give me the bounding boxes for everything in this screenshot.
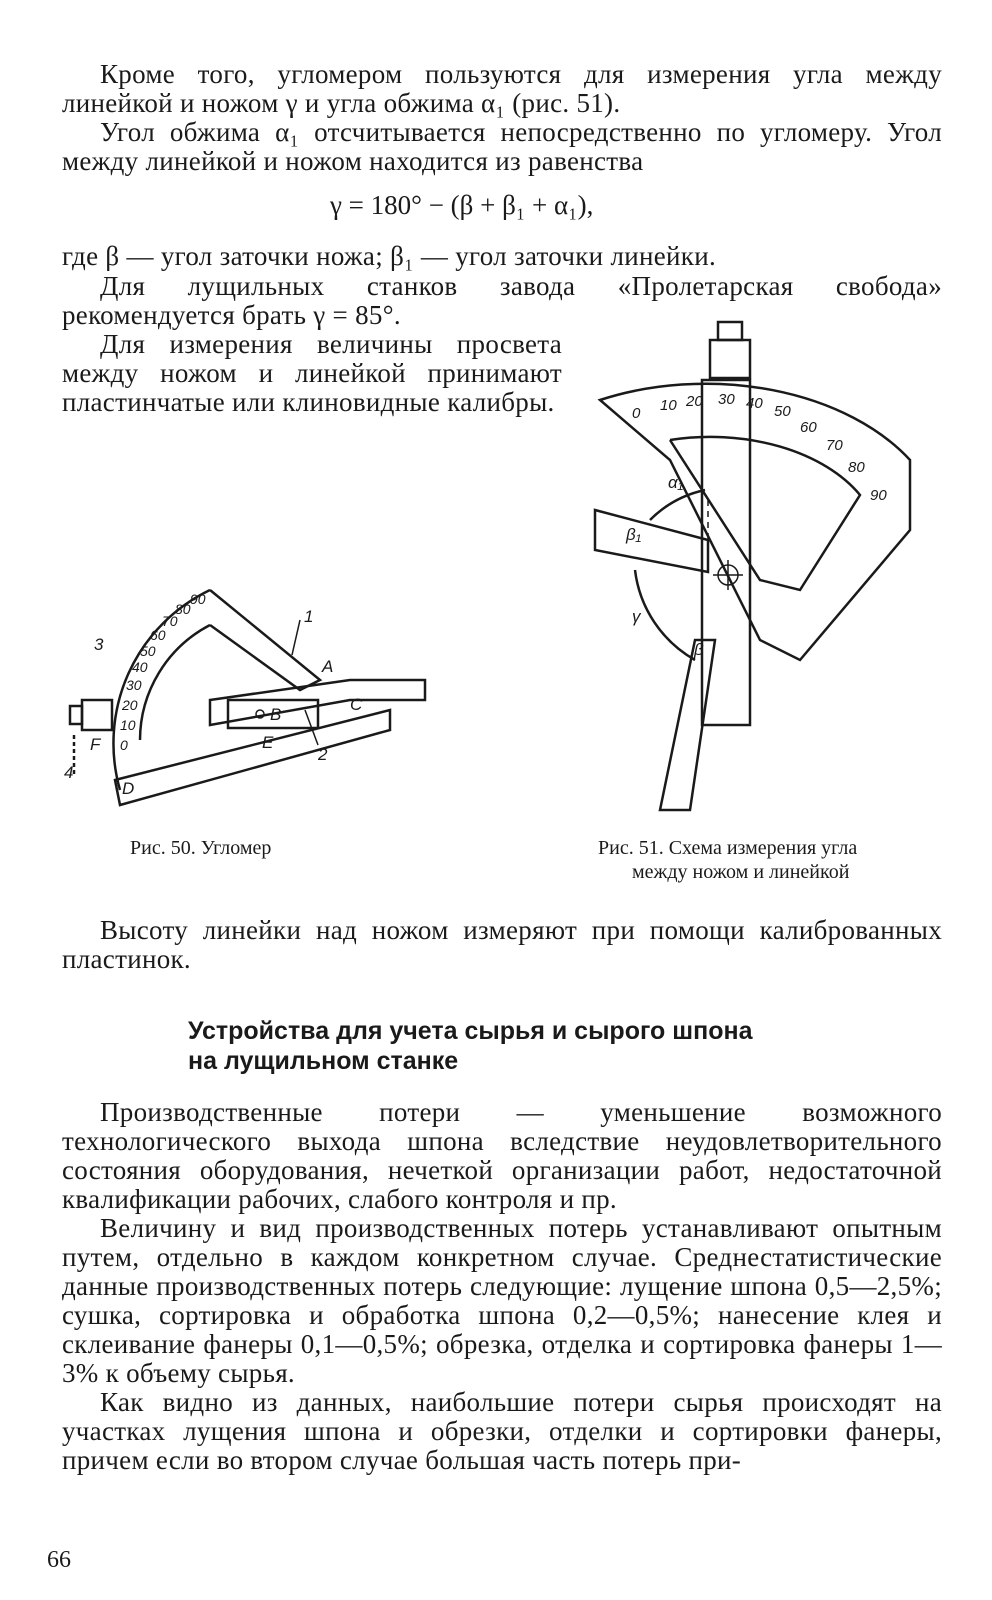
fig50-label-2: 2: [318, 745, 328, 764]
fig51-scale-10: 10: [660, 397, 677, 414]
fig50-scale-60: 60: [150, 627, 166, 643]
paragraph-1: Кроме того, угломером пользуются для измерения угла между линейкой и ножом γ и угла обжима α₁ (рис. 51).: [62, 59, 942, 118]
figure-51-caption-line2: между ножом и линейкой: [632, 861, 850, 883]
figure-50-caption: Рис. 50. Угломер: [130, 837, 272, 859]
section-heading-line-1: Устройства для учета сырья и сырого шпона: [188, 1017, 753, 1045]
fig51-scale-0: 0: [632, 405, 641, 422]
fig50-label-C: C: [350, 695, 363, 714]
fig51-scale-90: 90: [870, 487, 887, 504]
paragraph-2: Угол обжима α₁ отсчитывается непосредственно по угломеру. Угол между линейкой и ножом находится из равенства: [62, 117, 942, 176]
fig50-label-4: 4: [64, 763, 74, 782]
paragraph-7: Производственные потери — уменьшение возможного технологического выхода шпона вследствие неудовлетворительного состояния оборудования, нечеткой организации работ, недостаточной квалификации рабочих, слабого контроля и пр.: [62, 1097, 942, 1214]
fig50-scale-90: 90: [190, 591, 206, 607]
fig51-scale-50: 50: [774, 403, 791, 420]
fig50-scale-20: 20: [122, 697, 138, 713]
fig50-label-B: B: [270, 705, 282, 724]
fig51-scale-60: 60: [800, 419, 817, 436]
paragraph-8: Величину и вид производственных потерь устанавливают опытным путем, отдельно в каждом конкретном случае. Среднестатистические данные производственных потерь следующие: лущение шпона 0,5—2,5%; сушка, сортировка и обработка шпона 0,2—0,5%; нанесение клея и склеивание фанеры 0,1—0,5%; обрезка, отделка и сортировка фанеры 1—3% к объему сырья.: [62, 1213, 942, 1388]
fig51-scale-30: 30: [718, 391, 735, 408]
figure-50-protractor: [60, 560, 440, 820]
fig50-scale-0: 0: [120, 737, 128, 753]
paragraph-5: Для измерения величины просвета между ножом и линейкой принимают пластинчатые или клиновидные калибры.: [62, 329, 562, 417]
fig51-scale-40: 40: [746, 395, 763, 412]
formula: γ = 180° − (β + β₁ + α₁),: [330, 190, 594, 220]
paragraph-6: Высоту линейки над ножом измеряют при помощи калиброванных пластинок.: [62, 915, 942, 974]
fig50-scale-40: 40: [132, 659, 148, 675]
paragraph-3: где β — угол заточки ножа; β₁ — угол заточки линейки.: [62, 241, 716, 271]
figure-51-scheme: [590, 310, 930, 820]
fig50-scale-70: 70: [162, 613, 178, 629]
fig50-label-3: 3: [94, 635, 104, 654]
section-heading-line-2: на лущильном станке: [188, 1047, 459, 1075]
fig50-scale-50: 50: [140, 643, 156, 659]
fig50-label-F: F: [90, 735, 101, 754]
fig51-scale-80: 80: [848, 459, 865, 476]
fig50-label-1: 1: [304, 607, 314, 626]
fig51-scale-70: 70: [826, 437, 843, 454]
fig51-label-alpha1: α₁: [668, 473, 684, 492]
fig50-label-A: A: [322, 657, 334, 676]
figure-51-caption-line1: Рис. 51. Схема измерения угла: [598, 837, 858, 859]
paragraph-9: Как видно из данных, наибольшие потери сырья происходят на участках лущения шпона и обрезки, отделки и сортировки фанеры, причем если во втором случае большая часть потерь при-: [62, 1387, 942, 1475]
fig50-scale-30: 30: [126, 677, 142, 693]
page-number: 66: [47, 1547, 71, 1573]
fig50-label-E: E: [262, 733, 274, 752]
fig50-scale-10: 10: [120, 717, 136, 733]
section-heading: [188, 1016, 753, 1076]
fig51-scale-20: 20: [686, 393, 703, 410]
fig51-label-gamma: γ: [632, 607, 641, 626]
fig51-label-beta1: β₁: [626, 525, 642, 544]
fig50-scale-80: 80: [175, 601, 191, 617]
fig50-label-D: D: [122, 779, 135, 798]
fig51-label-beta: β: [694, 640, 704, 659]
paragraph-4: Для лущильных станков завода «Пролетарская свобода» рекомендуется брать γ = 85°.: [62, 271, 942, 330]
